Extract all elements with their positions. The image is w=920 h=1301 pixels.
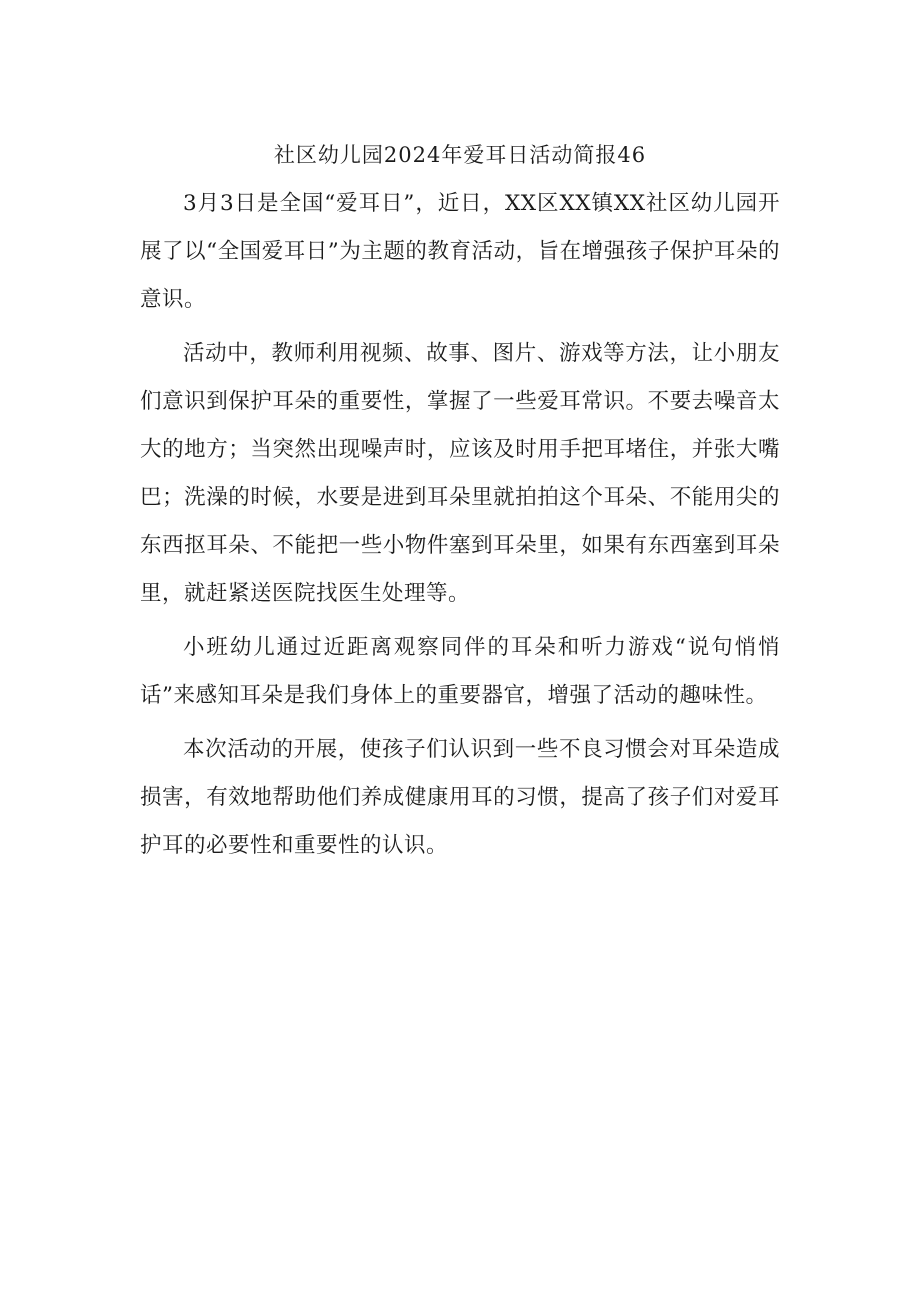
paragraph-intro: 3月3日是全国“爱耳日”，近日，XX区XX镇XX社区幼儿园开展了以“全国爱耳日”为主题的教育活动，旨在增强孩子保护耳朵的意识。 [140, 191, 780, 312]
paragraph-activity: 活动中，教师利用视频、故事、图片、游戏等方法，让小朋友们意识到保护耳朵的重要性，掌握了一些爱耳常识。不要去噪音太大的地方；当突然出现噪声时，应该及时用手把耳堵住，并张大嘴巴；洗澡的时候，水要是进到耳朵里就拍拍这个耳朵、不能用尖的东西抠耳朵、不能把一些小物件塞到耳朵里，如果有东西塞到耳朵里，就赶紧送医院找医生处理等。 [140, 341, 780, 606]
paragraph-conclusion: 本次活动的开展，使孩子们认识到一些不良习惯会对耳朵造成损害，有效地帮助他们养成健康用耳的习惯，提高了孩子们对爱耳护耳的必要性和重要性的认识。 [140, 737, 780, 858]
paragraph-small-class: 小班幼儿通过近距离观察同伴的耳朵和听力游戏“说句悄悄话”来感知耳朵是我们身体上的重要器官，增强了活动的趣味性。 [140, 635, 780, 708]
document-body [140, 140, 780, 876]
document-title: 社区幼儿园2024年爱耳日活动简报46 [273, 143, 647, 167]
